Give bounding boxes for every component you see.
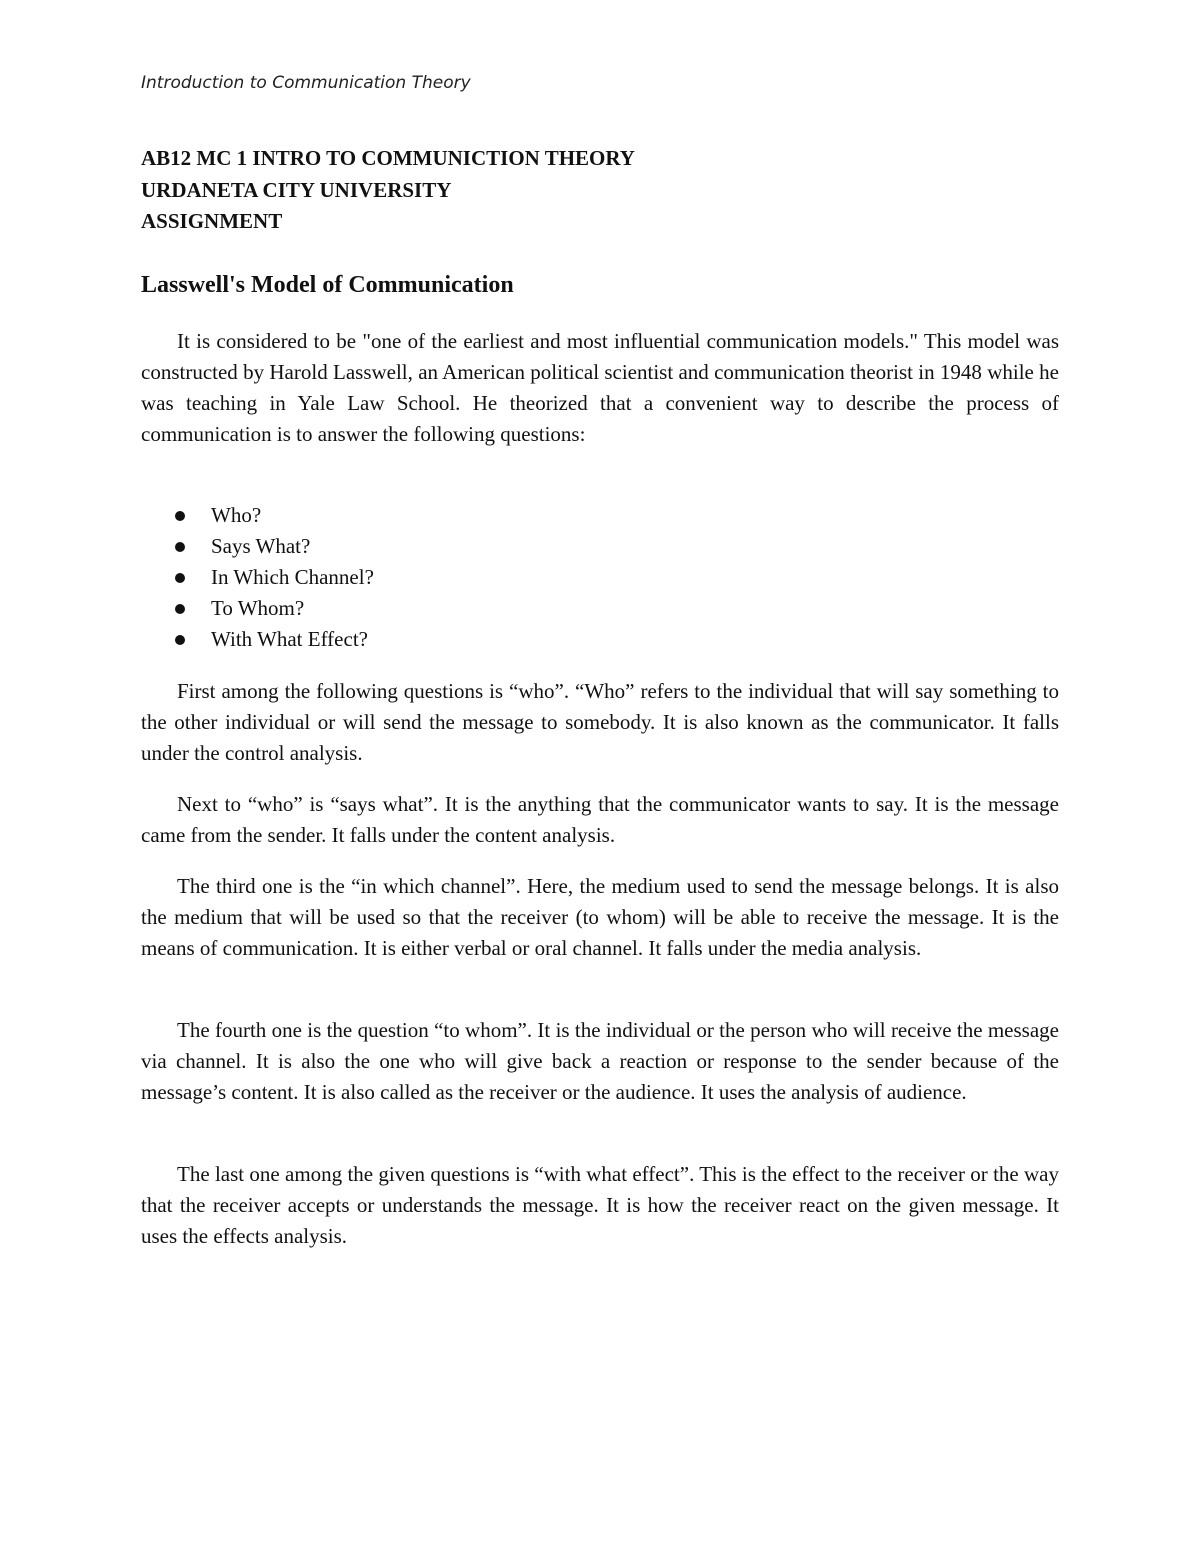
bullet-icon [175, 511, 185, 521]
effect-paragraph: The last one among the given questions is “with what effect”. This is the effect to the receiver or the way that the receiver accepts or understands the message. It is how the receiver react on the given message. It uses the effects analysis. [141, 1162, 1059, 1248]
university-line: URDANETA CITY UNIVERSITY [141, 177, 452, 202]
question-text: Says What? [211, 534, 311, 558]
question-text: To Whom? [211, 596, 305, 620]
list-item [141, 531, 374, 562]
section-title: Lasswell's Model of Communication [141, 272, 514, 298]
says-what-paragraph: Next to “who” is “says what”. It is the anything that the communicator wants to say. It is the message came from the sender. It falls under the content analysis. [141, 792, 1059, 847]
bullet-icon [175, 573, 185, 583]
assignment-heading [141, 143, 635, 238]
question-text: With What Effect? [211, 627, 368, 651]
question-text: Who? [211, 503, 262, 527]
list-item [141, 593, 374, 624]
list-item [141, 500, 374, 531]
to-whom-paragraph: The fourth one is the question “to whom”. It is the individual or the person who will receive the message via channel. It is also the one who will give back a reaction or response to the sender because of the message’s content. It is also called as the receiver or the audience. It uses the analysis of audience. [141, 1018, 1059, 1104]
question-text: In Which Channel? [211, 565, 374, 589]
list-item [141, 562, 374, 593]
channel-paragraph: The third one is the “in which channel”. Here, the medium used to send the message belongs. It is also the medium that will be used so that the receiver (to whom) will be able to receive the message. It is the means of communication. It is either verbal or oral channel. It falls under the media analysis. [141, 874, 1059, 960]
bullet-icon [175, 542, 185, 552]
running-header: Introduction to Communication Theory [141, 73, 471, 93]
intro-paragraph: It is considered to be "one of the earliest and most influential communication models." This model was constructed by Harold Lasswell, an American political scientist and communication theorist in 1948 while he was teaching in Yale Law School. He theorized that a convenient way to describe the process of communication is to answer the following questions: [141, 329, 1059, 446]
bullet-icon [175, 604, 185, 614]
assignment-line: ASSIGNMENT [141, 209, 283, 233]
course-code-line: AB12 MC 1 INTRO TO COMMUNICTION THEORY [141, 146, 635, 170]
list-item [141, 624, 374, 655]
bullet-icon [175, 635, 185, 645]
questions-list [141, 500, 374, 655]
who-paragraph: First among the following questions is “who”. “Who” refers to the individual that will say something to the other individual or will send the message to somebody. It is also known as the communicator. It falls under the control analysis. [141, 679, 1059, 765]
